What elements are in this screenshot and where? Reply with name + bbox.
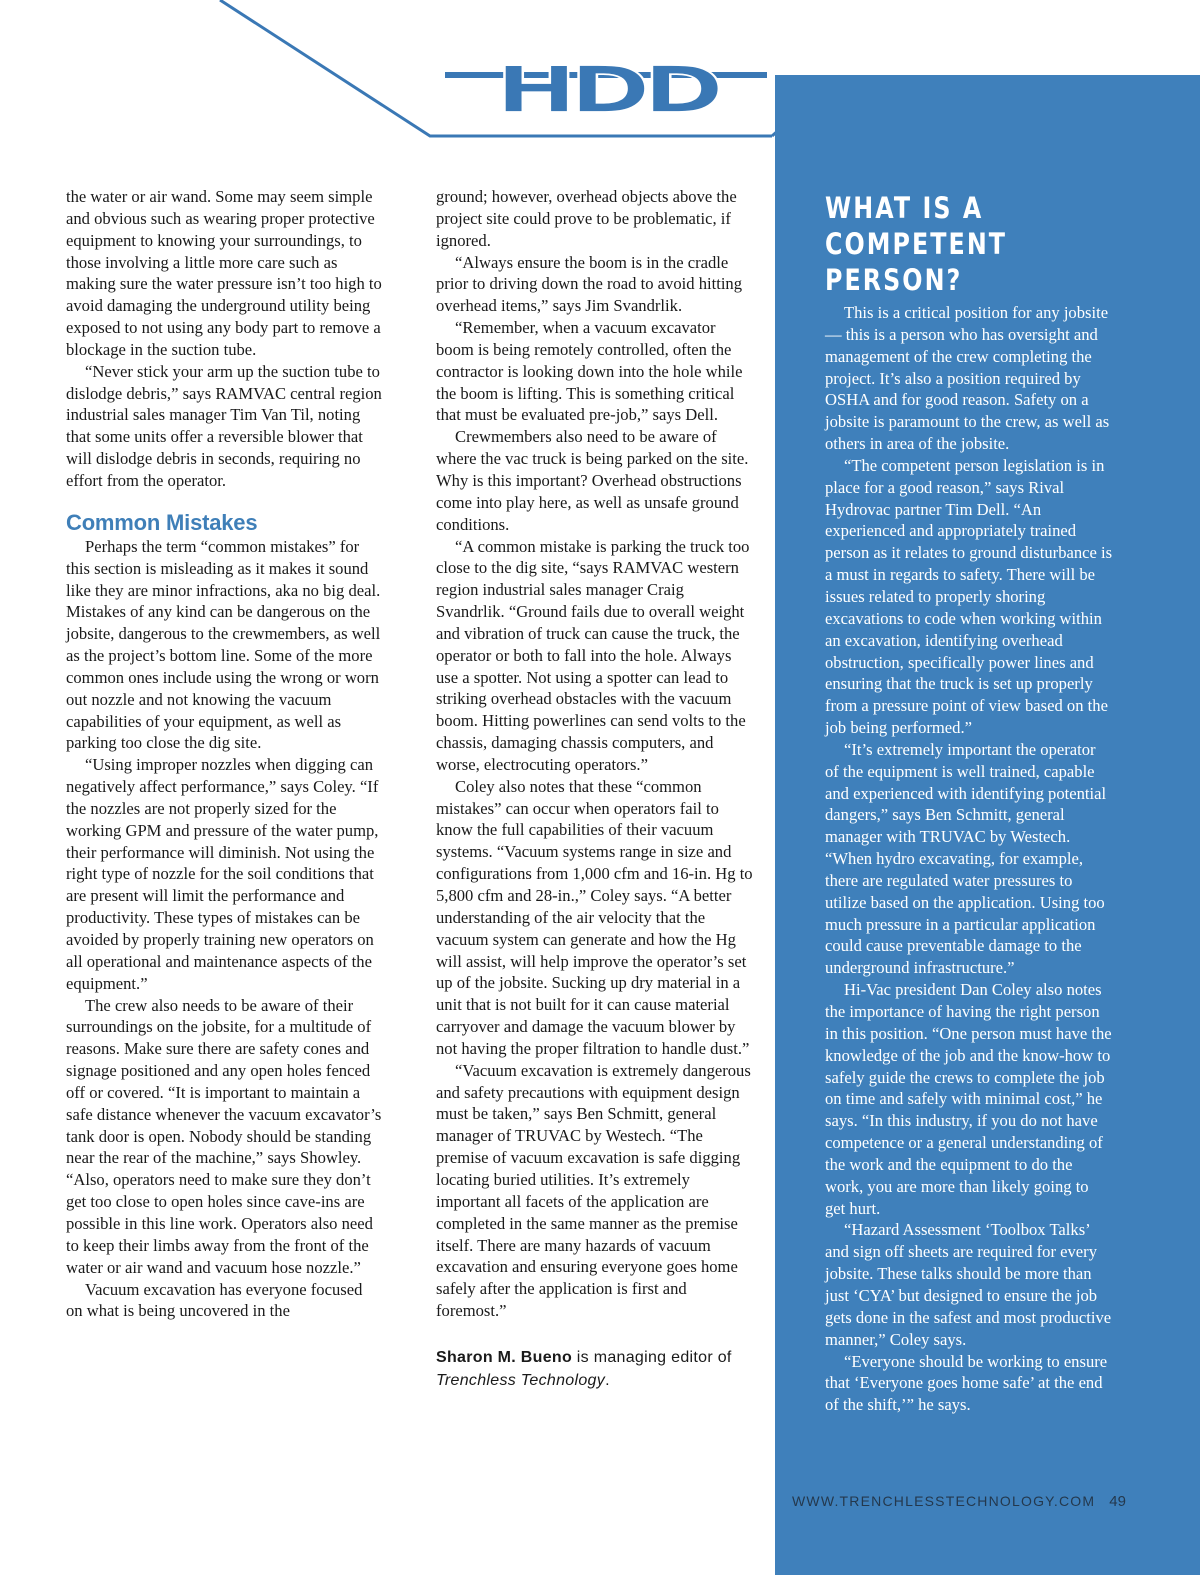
byline-end: .: [605, 1371, 610, 1389]
column2-paragraph: Coley also notes that these “common mistakes” can occur when operators fail to know the full capabilities of their vacuum systems. “Vacuum systems range in size and configurations from 1,000 cfm and 16-in. Hg to 5,800 cfm and 28-in.,” Coley says. “A better understanding of the air velocity that the vacuum system can generate and how the Hg will assist, will help improve the operator’s set up of the jobsite. Sucking up dry material in a unit that is not built for it can cause material carryover and damage the vacuum blower by not having the proper filtration to handle dust.”: [436, 776, 753, 1058]
column2-paragraph: “Remember, when a vacuum excavator boom is being remotely controlled, often the contractor is looking down into the hole while the boom is lifting. This is something critical that must be evaluated pre-job,” says Dell.: [436, 318, 743, 425]
sidebar-paragraph: This is a critical position for any jobsite — this is a person who has oversight and management of the crew completing the project. It’s also a position required by OSHA and for good reason. Safety on a jobsite is paramount to the crew, as well as others in area of the jobsite.: [825, 303, 1110, 454]
byline-text: is managing editor of: [572, 1348, 732, 1366]
column-2: [436, 186, 754, 1392]
page-footer: [792, 1493, 1132, 1510]
page-number: 49: [1109, 1493, 1126, 1510]
author-name: Sharon M. Bueno: [436, 1348, 573, 1366]
sidebar-paragraph: Hi-Vac president Dan Coley also notes the importance of having the right person in this position. “One person must have the knowledge of the job and the know-how to safely guide the crews to complete the job on time and safely with minimal cost,” he says. “In this industry, if you do not have competence or a general understanding of the work and the equipment to do the work, you are more than likely going to get hurt.: [825, 980, 1112, 1218]
sidebar-title: WHAT IS A COMPETENT PERSON?: [825, 191, 1008, 297]
column1-paragraph: Perhaps the term “common mistakes” for this section is misleading as it makes it sound like they are minor infractions, aka no big deal. Mistakes of any kind can be dangerous on the jobsite, dangerous to the crewmembers, as well as the project’s bottom line. Some of the more common ones include using the wrong or worn out nozzle and not knowing the vacuum capabilities of your equipment, as well as parking too close the dig site.: [66, 536, 381, 753]
column1-paragraph: “Using improper nozzles when digging can negatively affect performance,” says Coley. “If the nozzles are not properly sized for the working GPM and pressure of the water pump, their performance will diminish. Not using the right type of nozzle for the soil conditions that are present will limit the performance and productivity. These types of mistakes can be avoided by properly training new operators on all operational and maintenance aspects of the equipment.”: [66, 755, 379, 993]
sidebar-paragraph: “The competent person legislation is in place for a good reason,” says Rival Hydrovac partner Tim Dell. “An experienced and appropriately trained person as it relates to ground disturbance is a must in regards to safety. There will be issues related to properly shoring excavations to code when working within an excavation, identifying overhead obstruction, specifically power lines and ensuring that the truck is set up properly from a pressure point of view based on the job being performed.”: [825, 455, 1113, 738]
column1-paragraph: the water or air wand. Some may seem simple and obvious such as wearing proper protective equipment to knowing your surroundings, to those involving a little more care such as making sure the water pressure isn’t too high to avoid damaging the underground utility being exposed to not using any body part to remove a blockage in the suction tube.: [66, 187, 382, 359]
column2-paragraph: “Always ensure the boom is in the cradle prior to driving down the road to avoid hitting overhead items,” says Jim Svandrlik.: [436, 252, 743, 316]
sidebar-column: [825, 190, 1113, 1416]
column2-paragraph: ground; however, overhead objects above the project site could prove to be problematic, if ignored.: [436, 187, 737, 250]
author-byline: [436, 1346, 754, 1392]
sidebar-paragraph: “It’s extremely important the operator of the equipment is well trained, capable and experienced with identifying potential dangers,” says Ben Schmitt, general manager with TRUVAC by Westech. “When hydro excavating, for example, there are regulated water pressures to utilize based on the application. Using too much pressure in a particular application could cause preventable damage to the underground infrastructure.”: [825, 739, 1107, 978]
sidebar-paragraph: “Hazard Assessment ‘Toolbox Talks’ and sign off sheets are required for every jobsite. These talks should be more than just ‘CYA’ but designed to ensure the job gets done in the safest and most productive manner,” Coley says.: [825, 1220, 1112, 1349]
publication-name: Trenchless Technology: [436, 1371, 606, 1389]
column1-paragraph: “Never stick your arm up the suction tube to dislodge debris,” says RAMVAC central region industrial sales manager Tim Van Til, noting that some units offer a reversible blower that will dislodge debris in seconds, requiring no effort from the operator.: [66, 361, 382, 490]
column-1: [66, 186, 382, 1322]
column2-paragraph: Crewmembers also need to be aware of where the vac truck is being parked on the site. Why is this important? Overhead obstructions come into play here, as well as unsafe ground conditions.: [436, 427, 749, 534]
logo-text: HDD: [495, 52, 717, 128]
section-heading-common-mistakes: Common Mistakes: [66, 509, 258, 535]
hdd-logo: [445, 53, 767, 127]
column2-paragraph: “Vacuum excavation is extremely dangerous and safety precautions with equipment design must be taken,” says Ben Schmitt, general manager of TRUVAC by Westech. “The premise of vacuum excavation is safe digging locating buried utilities. It’s extremely important all facets of the application are completed in the same manner as the premise itself. There are many hazards of vacuum excavation and ensuring everyone goes home safely after the application is first and foremost.”: [436, 1060, 751, 1321]
column1-paragraph: The crew also needs to be aware of their surroundings on the jobsite, for a multitude of reasons. Make sure there are safety cones and signage positioned and any open holes fenced off or covered. “It is important to maintain a safe distance whenever the vacuum excavator’s tank door is open. Nobody should be standing near the rear of the machine,” says Showley. “Also, operators need to make sure they don’t get too close to open holes since cave-ins are possible in this line work. Operators also need to keep their limbs away from the front of the water or air wand and vacuum hose nozzle.”: [66, 995, 382, 1277]
column2-paragraph: “A common mistake is parking the truck too close to the dig site, “says RAMVAC western region industrial sales manager Craig Svandrlik. “Ground fails due to overall weight and vibration of truck can cause the truck, the operator or both to fall into the hole. Always use a spotter. Not using a spotter can lead to striking overhead obstacles with the vacuum boom. Hitting powerlines can send volts to the chassis, damaging chassis computers, and worse, electrocuting operators.”: [436, 536, 750, 774]
sidebar-paragraph: “Everyone should be working to ensure that ‘Everyone goes home safe’ at the end of the shift,’” he says.: [825, 1351, 1108, 1415]
column1-paragraph: Vacuum excavation has everyone focused on what is being uncovered in the: [66, 1279, 363, 1321]
footer-website: WWW.TRENCHLESSTECHNOLOGY.COM: [792, 1493, 1096, 1509]
